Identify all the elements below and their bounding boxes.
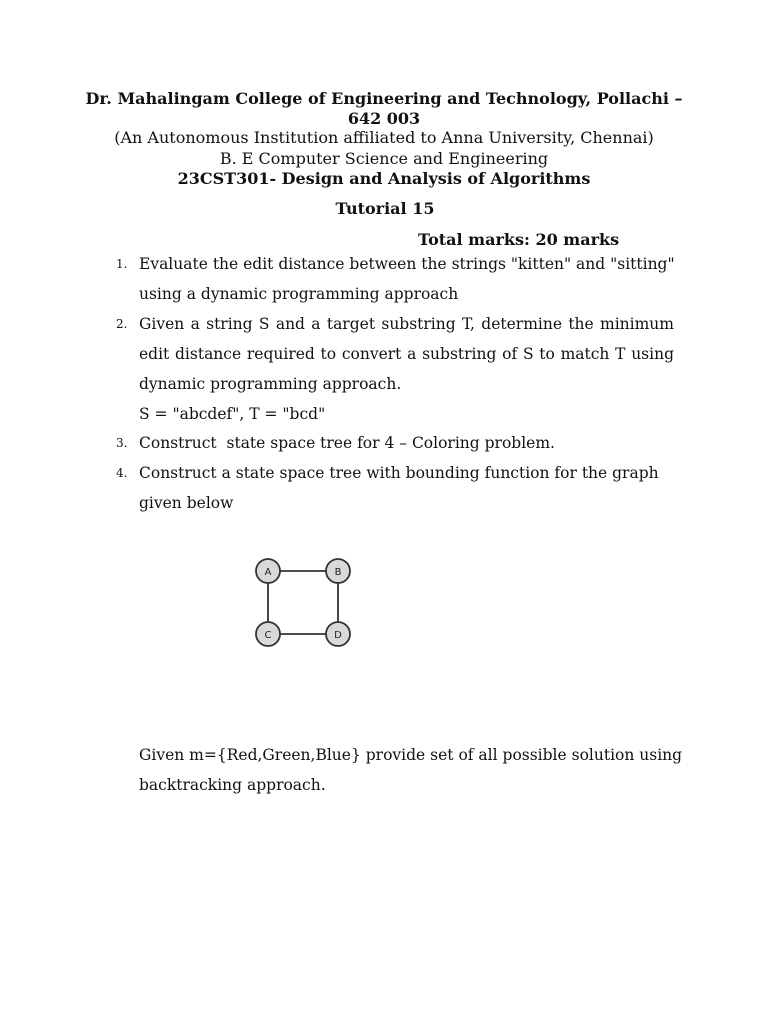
- graph-node-label: A: [264, 567, 272, 578]
- question-number: 3.: [116, 436, 128, 450]
- total-marks: Total marks: 20 marks: [418, 230, 620, 249]
- question-followup-line: Given m={Red,Green,Blue} provide set of all possible solution using: [139, 746, 683, 764]
- college-name: Dr. Mahalingam College of Engineering and Technology, Pollachi – 642 003: [85, 89, 683, 128]
- course-title: 23CST301- Design and Analysis of Algorithms: [177, 169, 591, 188]
- institution-affiliation: (An Autonomous Institution affiliated to Anna University, Chennai): [114, 128, 654, 147]
- question-text-line: using a dynamic programming approach: [139, 285, 459, 303]
- graph-figure: [248, 554, 360, 650]
- question-number: 2.: [116, 317, 128, 331]
- question-example: S = "abcdef", T = "bcd": [139, 405, 326, 423]
- question-text: Construct state space tree for 4 – Coloring problem.: [139, 434, 555, 452]
- graph-node-label: B: [334, 567, 342, 578]
- question-text: Given a string S and a target substring T, determine the minimum edit distance required to convert a substring of S to match T using dynamic programming approach.: [139, 315, 674, 393]
- graph-node-label: C: [264, 630, 272, 641]
- question-text-line: given below: [139, 494, 234, 512]
- program-name: B. E Computer Science and Engineering: [219, 149, 549, 168]
- question-text-line: Construct a state space tree with bounding function for the graph: [139, 464, 659, 482]
- question-number: 1.: [116, 257, 128, 271]
- question-followup-line: backtracking approach.: [139, 776, 326, 794]
- tutorial-title: Tutorial 15: [335, 199, 435, 218]
- graph-node-label: D: [334, 630, 342, 641]
- question-text-line: Evaluate the edit distance between the strings "kitten" and "sitting": [139, 255, 675, 273]
- question-number: 4.: [116, 466, 128, 480]
